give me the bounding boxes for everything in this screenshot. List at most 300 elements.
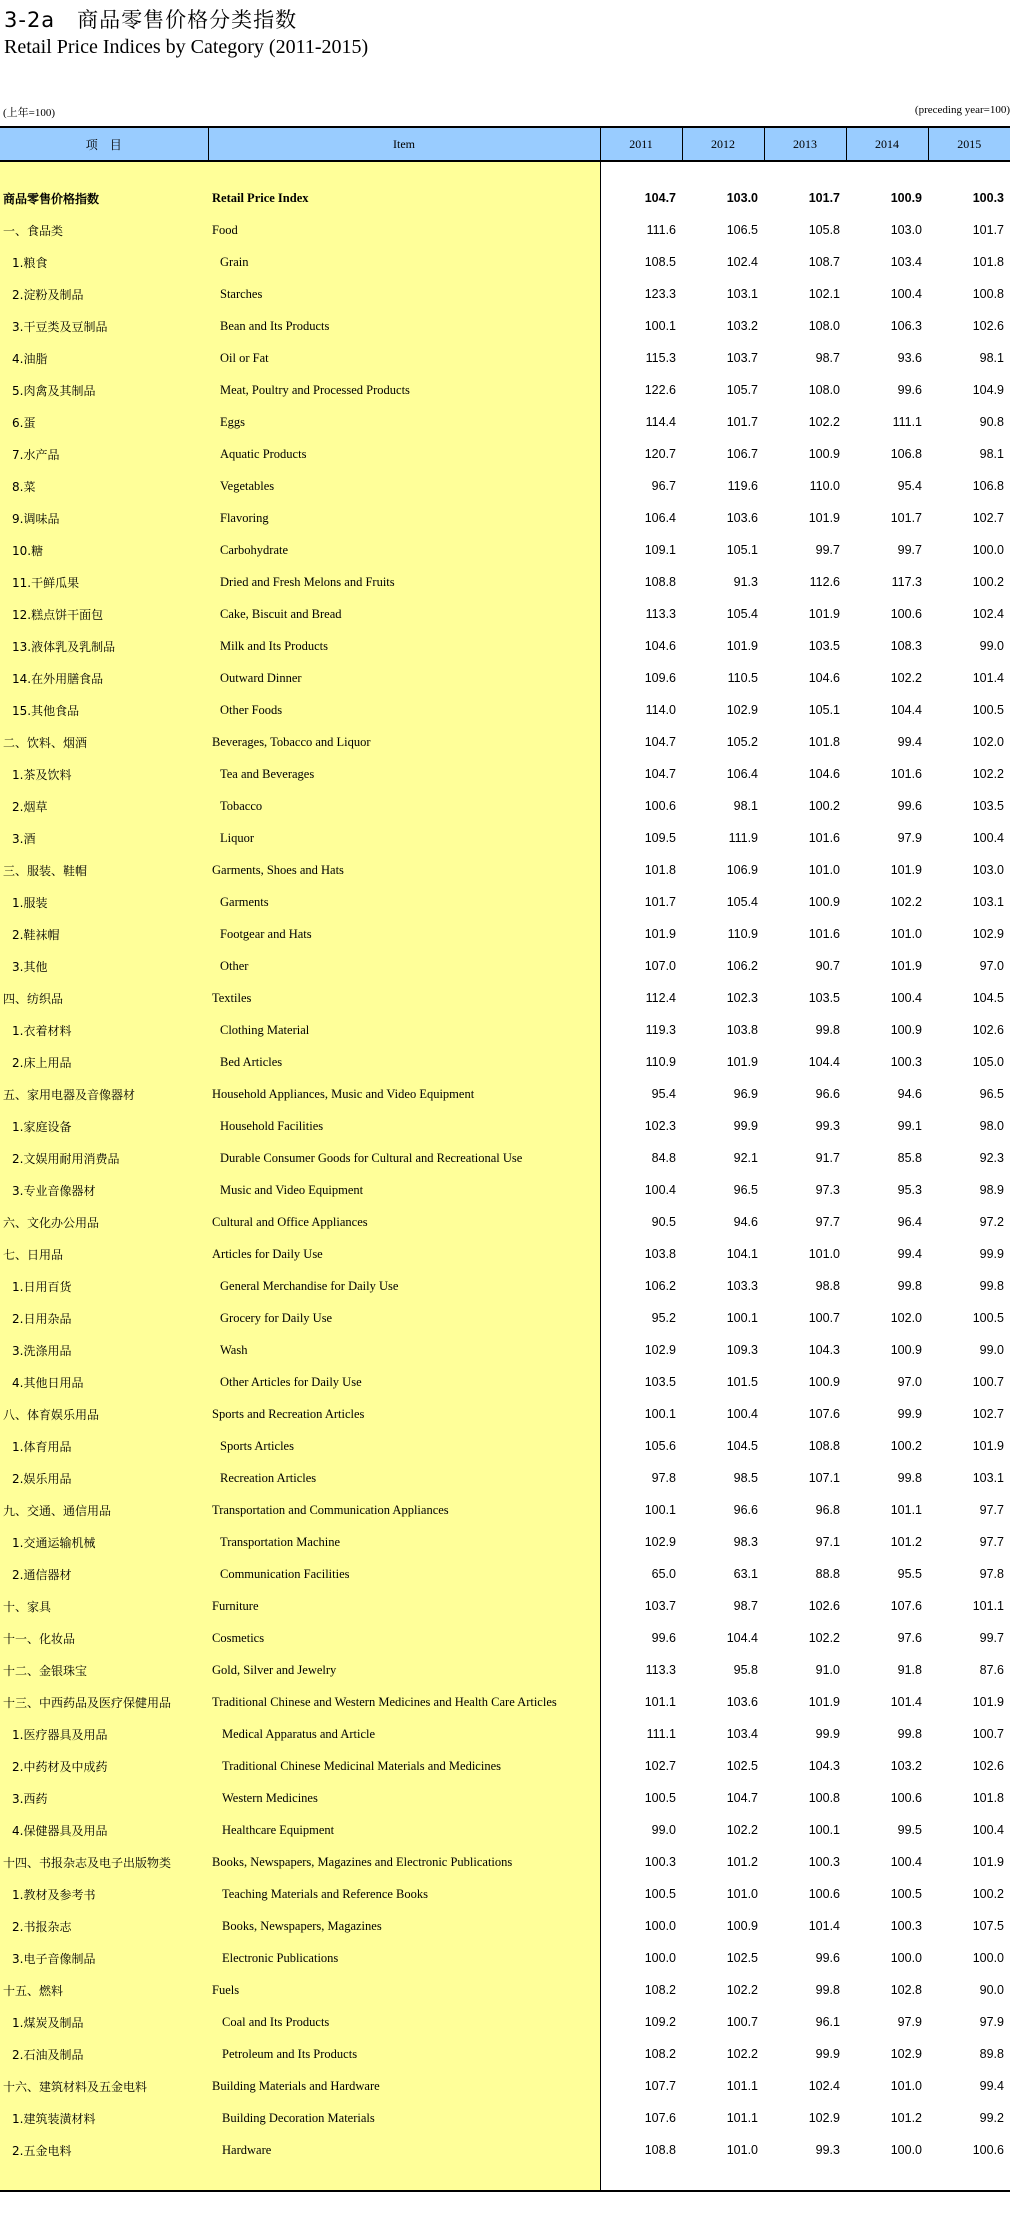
row-label-en: Cosmetics xyxy=(208,1622,600,1654)
index-value: 102.2 xyxy=(890,671,922,685)
index-value: 103.6 xyxy=(726,511,758,525)
table-row xyxy=(0,982,1010,1014)
index-value: 100.7 xyxy=(972,1375,1004,1389)
index-value: 96.6 xyxy=(815,1087,840,1101)
index-value: 105.0 xyxy=(972,1055,1004,1069)
index-value: 100.7 xyxy=(972,1727,1004,1741)
row-label-cn: 14.在外用膳食品 xyxy=(0,662,208,694)
row-label-cn: 3.西药 xyxy=(0,1782,208,1814)
index-value: 101.9 xyxy=(890,959,922,973)
index-value: 102.2 xyxy=(890,895,922,909)
header-year: 2014 xyxy=(846,127,928,161)
index-value: 101.9 xyxy=(972,1439,1004,1453)
index-value: 102.9 xyxy=(972,927,1004,941)
index-value: 102.6 xyxy=(972,1023,1004,1037)
index-value: 101.0 xyxy=(890,2079,922,2093)
row-label-cn: 12.糕点饼干面包 xyxy=(0,598,208,630)
index-value: 100.2 xyxy=(808,799,840,813)
index-value: 102.4 xyxy=(972,607,1004,621)
row-label-cn: 一、食品类 xyxy=(0,214,208,246)
index-value: 95.4 xyxy=(651,1087,676,1101)
table-row xyxy=(0,470,1010,502)
table-bottom-rule xyxy=(0,2190,1010,2192)
index-value: 100.7 xyxy=(808,1311,840,1325)
index-value: 101.8 xyxy=(972,1791,1004,1805)
table-row xyxy=(0,2070,1010,2102)
index-value: 105.4 xyxy=(726,607,758,621)
index-value: 103.5 xyxy=(644,1375,676,1389)
table-row xyxy=(0,1462,1010,1494)
row-label-en: Household Appliances, Music and Video Equipment xyxy=(208,1078,600,1110)
index-value: 103.5 xyxy=(972,799,1004,813)
index-value: 99.7 xyxy=(897,543,922,557)
index-value: 100.9 xyxy=(890,1343,922,1357)
row-label-en: Other Foods xyxy=(208,694,600,726)
index-value: 96.7 xyxy=(651,479,676,493)
table-row xyxy=(0,438,1010,470)
row-label-en: Hardware xyxy=(208,2134,600,2166)
row-label-en: Coal and Its Products xyxy=(208,2006,600,2038)
index-value: 103.7 xyxy=(644,1599,676,1613)
row-label-cn: 4.其他日用品 xyxy=(0,1366,208,1398)
index-value: 100.5 xyxy=(890,1887,922,1901)
index-value: 100.4 xyxy=(890,1855,922,1869)
row-label-en: Other xyxy=(208,950,600,982)
index-value: 97.9 xyxy=(979,2015,1004,2029)
row-label-en: Sports Articles xyxy=(208,1430,600,1462)
row-label-en: Oil or Fat xyxy=(208,342,600,374)
index-value: 102.7 xyxy=(644,1759,676,1773)
index-value: 103.1 xyxy=(972,895,1004,909)
index-value: 104.7 xyxy=(644,735,676,749)
row-label-en: Medical Apparatus and Article xyxy=(208,1718,600,1750)
index-value: 114.0 xyxy=(645,703,676,717)
index-value: 100.4 xyxy=(972,831,1004,845)
table-row xyxy=(0,1078,1010,1110)
row-label-en: Healthcare Equipment xyxy=(208,1814,600,1846)
index-value: 102.2 xyxy=(726,2047,758,2061)
index-value: 104.6 xyxy=(808,767,840,781)
table-row xyxy=(0,598,1010,630)
table-row xyxy=(0,1654,1010,1686)
index-value: 107.5 xyxy=(972,1919,1004,1933)
index-value: 89.8 xyxy=(979,2047,1004,2061)
table-row xyxy=(0,758,1010,790)
index-value: 100.5 xyxy=(644,1887,676,1901)
table-row xyxy=(0,662,1010,694)
index-value: 99.5 xyxy=(897,1823,922,1837)
index-value: 110.5 xyxy=(727,671,758,685)
index-value: 101.4 xyxy=(890,1695,922,1709)
table-row xyxy=(0,1366,1010,1398)
table-row xyxy=(0,1270,1010,1302)
row-label-cn: 2.淀粉及制品 xyxy=(0,278,208,310)
row-label-en: Tobacco xyxy=(208,790,600,822)
row-label-cn: 11.干鲜瓜果 xyxy=(0,566,208,598)
index-value: 90.0 xyxy=(979,1983,1004,1997)
row-label-en: Wash xyxy=(208,1334,600,1366)
index-value: 103.2 xyxy=(726,319,758,333)
index-value: 101.5 xyxy=(726,1375,758,1389)
index-value: 97.9 xyxy=(897,2015,922,2029)
index-value: 99.9 xyxy=(815,1727,840,1741)
table-row xyxy=(0,822,1010,854)
row-label-cn: 十三、中西药品及医疗保健用品 xyxy=(0,1686,208,1718)
row-label-cn: 2.床上用品 xyxy=(0,1046,208,1078)
index-value: 97.7 xyxy=(979,1535,1004,1549)
index-value: 103.0 xyxy=(972,863,1004,877)
index-value: 97.8 xyxy=(651,1471,676,1485)
row-label-cn: 1.粮食 xyxy=(0,246,208,278)
index-value: 99.8 xyxy=(897,1727,922,1741)
index-value: 102.1 xyxy=(808,287,840,301)
index-value: 98.9 xyxy=(979,1183,1004,1197)
header-item-cn: 项 目 xyxy=(0,127,208,161)
row-label-en: Grain xyxy=(208,246,600,278)
row-label-en: Liquor xyxy=(208,822,600,854)
table-row xyxy=(0,1814,1010,1846)
table-row xyxy=(0,534,1010,566)
index-value: 102.7 xyxy=(972,511,1004,525)
row-label-cn: 1.教材及参考书 xyxy=(0,1878,208,1910)
row-label-en: Retail Price Index xyxy=(208,182,600,214)
index-value: 97.0 xyxy=(897,1375,922,1389)
index-value: 111.1 xyxy=(892,415,922,429)
index-value: 91.7 xyxy=(815,1151,840,1165)
index-value: 101.4 xyxy=(972,671,1004,685)
index-value: 99.1 xyxy=(897,1119,922,1133)
index-value: 106.2 xyxy=(726,959,758,973)
index-value: 101.7 xyxy=(644,895,676,909)
index-value: 98.3 xyxy=(733,1535,758,1549)
table-title-cn: 3-2a 商品零售价格分类指数 xyxy=(4,8,298,32)
index-value: 123.3 xyxy=(644,287,676,301)
index-value: 100.5 xyxy=(644,1791,676,1805)
index-value: 100.4 xyxy=(644,1183,676,1197)
table-body xyxy=(0,161,1010,2190)
index-value: 101.9 xyxy=(726,639,758,653)
table-row xyxy=(0,2134,1010,2166)
index-value: 101.1 xyxy=(726,2079,758,2093)
index-value: 95.4 xyxy=(897,479,922,493)
index-value: 103.2 xyxy=(890,1759,922,1773)
index-value: 101.6 xyxy=(808,831,840,845)
index-value: 102.2 xyxy=(808,415,840,429)
index-value: 103.3 xyxy=(726,1279,758,1293)
index-value: 100.7 xyxy=(726,2015,758,2029)
index-value: 100.3 xyxy=(890,1055,922,1069)
index-value: 101.2 xyxy=(890,1535,922,1549)
index-value: 103.4 xyxy=(890,255,922,269)
index-value: 106.9 xyxy=(726,863,758,877)
index-value: 108.2 xyxy=(644,1983,676,1997)
index-value: 100.9 xyxy=(890,191,922,205)
index-value: 96.4 xyxy=(897,1215,922,1229)
index-value: 102.8 xyxy=(890,1983,922,1997)
index-value: 103.4 xyxy=(726,1727,758,1741)
row-label-en: Furniture xyxy=(208,1590,600,1622)
index-value: 102.2 xyxy=(726,1983,758,1997)
row-label-en: Building Materials and Hardware xyxy=(208,2070,600,2102)
index-value: 101.7 xyxy=(890,511,922,525)
index-value: 101.8 xyxy=(808,735,840,749)
index-value: 100.2 xyxy=(972,575,1004,589)
index-value: 106.5 xyxy=(726,223,758,237)
table-row xyxy=(0,1750,1010,1782)
index-value: 102.0 xyxy=(972,735,1004,749)
table-row xyxy=(0,1398,1010,1430)
index-value: 96.6 xyxy=(733,1503,758,1517)
row-label-en: Milk and Its Products xyxy=(208,630,600,662)
row-label-en: General Merchandise for Daily Use xyxy=(208,1270,600,1302)
table-row xyxy=(0,1142,1010,1174)
row-label-en: Fuels xyxy=(208,1974,600,2006)
index-value: 109.2 xyxy=(644,2015,676,2029)
header-item-en: Item xyxy=(208,127,600,161)
table-row xyxy=(0,1110,1010,1142)
index-value: 95.8 xyxy=(733,1663,758,1677)
row-label-en: Sports and Recreation Articles xyxy=(208,1398,600,1430)
row-label-cn: 3.其他 xyxy=(0,950,208,982)
table-row xyxy=(0,1558,1010,1590)
index-value: 117.3 xyxy=(891,575,922,589)
index-value: 101.0 xyxy=(726,1887,758,1901)
index-value: 109.5 xyxy=(644,831,676,845)
index-value: 102.6 xyxy=(808,1599,840,1613)
row-label-en: Transportation Machine xyxy=(208,1526,600,1558)
index-value: 104.6 xyxy=(644,639,676,653)
index-value: 100.6 xyxy=(890,1791,922,1805)
row-label-en: Dried and Fresh Melons and Fruits xyxy=(208,566,600,598)
row-label-cn: 2.石油及制品 xyxy=(0,2038,208,2070)
index-value: 106.7 xyxy=(726,447,758,461)
index-value: 108.7 xyxy=(808,255,840,269)
index-value: 100.4 xyxy=(972,1823,1004,1837)
index-value: 101.9 xyxy=(890,863,922,877)
index-value: 114.4 xyxy=(645,415,676,429)
row-label-en: Bed Articles xyxy=(208,1046,600,1078)
header-year: 2012 xyxy=(682,127,764,161)
row-label-cn: 1.茶及饮料 xyxy=(0,758,208,790)
table-row xyxy=(0,182,1010,214)
row-label-cn: 2.书报杂志 xyxy=(0,1910,208,1942)
index-value: 104.5 xyxy=(726,1439,758,1453)
index-value: 90.5 xyxy=(651,1215,676,1229)
index-value: 104.7 xyxy=(726,1791,758,1805)
index-value: 105.2 xyxy=(726,735,758,749)
table-row xyxy=(0,278,1010,310)
index-value: 99.3 xyxy=(815,2143,840,2157)
row-label-en: Books, Newspapers, Magazines and Electronic Publications xyxy=(208,1846,600,1878)
index-value: 95.3 xyxy=(897,1183,922,1197)
index-value: 99.0 xyxy=(979,639,1004,653)
index-value: 101.9 xyxy=(972,1855,1004,1869)
table-row xyxy=(0,1942,1010,1974)
row-label-cn: 六、文化办公用品 xyxy=(0,1206,208,1238)
table-row xyxy=(0,342,1010,374)
table-row xyxy=(0,790,1010,822)
index-value: 103.6 xyxy=(726,1695,758,1709)
table-row xyxy=(0,1494,1010,1526)
index-value: 103.1 xyxy=(972,1471,1004,1485)
index-value: 106.3 xyxy=(890,319,922,333)
index-value: 101.0 xyxy=(808,863,840,877)
table-row xyxy=(0,2038,1010,2070)
index-value: 92.1 xyxy=(733,1151,758,1165)
index-value: 112.6 xyxy=(809,575,840,589)
index-value: 108.8 xyxy=(644,575,676,589)
index-value: 104.1 xyxy=(726,1247,758,1261)
index-value: 108.3 xyxy=(890,639,922,653)
index-value: 97.3 xyxy=(815,1183,840,1197)
row-label-en: Communication Facilities xyxy=(208,1558,600,1590)
index-value: 101.9 xyxy=(644,927,676,941)
index-value: 101.7 xyxy=(726,415,758,429)
row-label-en: Flavoring xyxy=(208,502,600,534)
index-value: 100.0 xyxy=(644,1919,676,1933)
index-value: 100.4 xyxy=(890,287,922,301)
index-value: 101.9 xyxy=(808,511,840,525)
table-row xyxy=(0,1174,1010,1206)
index-value: 100.1 xyxy=(644,1503,676,1517)
index-value: 107.6 xyxy=(644,2111,676,2125)
index-value: 99.2 xyxy=(979,2111,1004,2125)
index-value: 63.1 xyxy=(733,1567,758,1581)
row-label-en: Garments xyxy=(208,886,600,918)
table-row xyxy=(0,1686,1010,1718)
index-value: 101.6 xyxy=(890,767,922,781)
index-value: 103.8 xyxy=(644,1247,676,1261)
index-value: 100.6 xyxy=(890,607,922,621)
row-label-en: Garments, Shoes and Hats xyxy=(208,854,600,886)
index-value: 97.1 xyxy=(815,1535,840,1549)
table-row xyxy=(0,1622,1010,1654)
index-value: 102.2 xyxy=(972,767,1004,781)
table-row xyxy=(0,1046,1010,1078)
index-value: 97.7 xyxy=(979,1503,1004,1517)
index-value: 98.8 xyxy=(815,1279,840,1293)
row-label-cn: 2.中药材及中成药 xyxy=(0,1750,208,1782)
row-label-cn: 九、交通、通信用品 xyxy=(0,1494,208,1526)
row-label-cn: 1.建筑装潢材料 xyxy=(0,2102,208,2134)
index-value: 111.1 xyxy=(646,1727,676,1741)
index-value: 100.9 xyxy=(808,1375,840,1389)
index-value: 100.0 xyxy=(890,2143,922,2157)
row-label-cn: 七、日用品 xyxy=(0,1238,208,1270)
row-label-cn: 10.糖 xyxy=(0,534,208,566)
index-value: 87.6 xyxy=(979,1663,1004,1677)
row-label-en: Household Facilities xyxy=(208,1110,600,1142)
index-value: 91.3 xyxy=(733,575,758,589)
table-row xyxy=(0,1878,1010,1910)
index-value: 104.7 xyxy=(644,191,676,205)
index-value: 101.4 xyxy=(808,1919,840,1933)
index-value: 102.9 xyxy=(890,2047,922,2061)
index-value: 99.4 xyxy=(897,735,922,749)
table-title-en: Retail Price Indices by Category (2011-2015) xyxy=(4,36,369,58)
index-value: 101.6 xyxy=(808,927,840,941)
table-row xyxy=(0,2102,1010,2134)
row-label-cn: 2.文娱用耐用消费品 xyxy=(0,1142,208,1174)
table-row xyxy=(0,1430,1010,1462)
index-value: 99.6 xyxy=(815,1951,840,1965)
index-value: 107.0 xyxy=(644,959,676,973)
index-value: 100.6 xyxy=(644,799,676,813)
index-value: 102.9 xyxy=(808,2111,840,2125)
index-value: 111.9 xyxy=(728,831,758,845)
row-label-cn: 十六、建筑材料及五金电料 xyxy=(0,2070,208,2102)
index-value: 96.5 xyxy=(979,1087,1004,1101)
index-value: 99.8 xyxy=(897,1471,922,1485)
index-value: 101.0 xyxy=(808,1247,840,1261)
index-value: 100.4 xyxy=(726,1407,758,1421)
table-row xyxy=(0,246,1010,278)
row-label-cn: 三、服装、鞋帽 xyxy=(0,854,208,886)
index-value: 107.7 xyxy=(644,2079,676,2093)
row-label-cn: 15.其他食品 xyxy=(0,694,208,726)
index-value: 103.7 xyxy=(726,351,758,365)
index-value: 103.5 xyxy=(808,991,840,1005)
row-label-cn: 十二、金银珠宝 xyxy=(0,1654,208,1686)
index-value: 100.3 xyxy=(808,1855,840,1869)
table-row xyxy=(0,1782,1010,1814)
index-value: 99.4 xyxy=(979,2079,1004,2093)
index-value: 102.9 xyxy=(644,1535,676,1549)
index-value: 100.2 xyxy=(890,1439,922,1453)
index-value: 102.5 xyxy=(726,1759,758,1773)
index-value: 120.7 xyxy=(644,447,676,461)
index-value: 98.5 xyxy=(733,1471,758,1485)
index-value: 105.7 xyxy=(726,383,758,397)
index-value: 101.2 xyxy=(890,2111,922,2125)
table-row xyxy=(0,214,1010,246)
row-label-en: Recreation Articles xyxy=(208,1462,600,1494)
row-label-en: Beverages, Tobacco and Liquor xyxy=(208,726,600,758)
row-label-en: Bean and Its Products xyxy=(208,310,600,342)
row-label-en: Cake, Biscuit and Bread xyxy=(208,598,600,630)
row-label-cn: 13.液体乳及乳制品 xyxy=(0,630,208,662)
index-value: 99.0 xyxy=(651,1823,676,1837)
row-label-en: Grocery for Daily Use xyxy=(208,1302,600,1334)
index-value: 115.3 xyxy=(645,351,676,365)
index-value: 100.3 xyxy=(890,1919,922,1933)
row-label-cn: 2.娱乐用品 xyxy=(0,1462,208,1494)
index-value: 105.1 xyxy=(808,703,840,717)
index-value: 99.6 xyxy=(897,383,922,397)
table-row xyxy=(0,886,1010,918)
row-label-en: Teaching Materials and Reference Books xyxy=(208,1878,600,1910)
row-label-cn: 3.专业音像器材 xyxy=(0,1174,208,1206)
table-row xyxy=(0,1014,1010,1046)
row-label-en: Cultural and Office Appliances xyxy=(208,1206,600,1238)
row-label-en: Western Medicines xyxy=(208,1782,600,1814)
row-label-en: Transportation and Communication Appliances xyxy=(208,1494,600,1526)
row-label-cn: 1.衣着材料 xyxy=(0,1014,208,1046)
index-value: 104.4 xyxy=(726,1631,758,1645)
row-label-cn: 4.保健器具及用品 xyxy=(0,1814,208,1846)
base-note-en: (preceding year=100) xyxy=(914,104,1010,116)
row-label-en: Books, Newspapers, Magazines xyxy=(208,1910,600,1942)
index-value: 104.9 xyxy=(972,383,1004,397)
row-label-en: Outward Dinner xyxy=(208,662,600,694)
index-value: 102.5 xyxy=(726,1951,758,1965)
row-label-cn: 2.五金电料 xyxy=(0,2134,208,2166)
row-label-en: Music and Video Equipment xyxy=(208,1174,600,1206)
row-label-en: Eggs xyxy=(208,406,600,438)
index-value: 90.8 xyxy=(979,415,1004,429)
index-value: 104.3 xyxy=(808,1343,840,1357)
index-value: 98.0 xyxy=(979,1119,1004,1133)
